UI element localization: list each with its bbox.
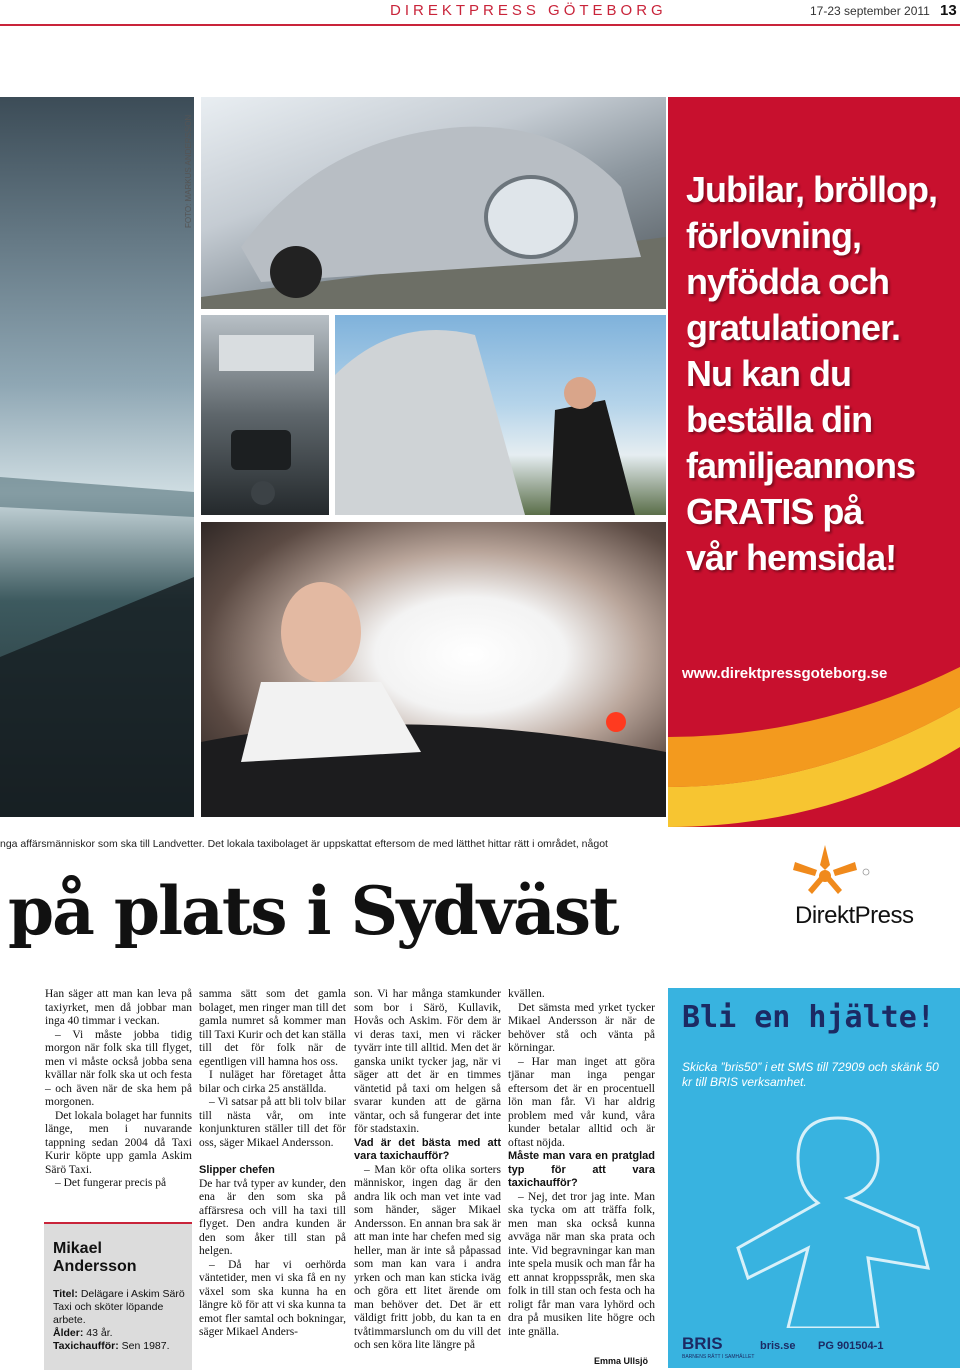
photo-driver-trunk-art bbox=[335, 315, 666, 515]
article-headline: på plats i Sydväst bbox=[8, 872, 618, 950]
article-column-4 bbox=[508, 988, 655, 1339]
paragraph: – Man kör ofta olika sorters människor, ingen dag är den andra lik och man vet inte vad som händer, säger Mikael Andersson. En annan bra sak är att man inte har chefen med sig heller, man är inte så påpassad som man kan vara i andra yrken och man kan sticka iväg och göra ett litet ärende om man behöver det. Det är ett väldigt fritt jobb, du kan ta en tvåtimmarslunch om du vill det och sen köra lite längre på bbox=[354, 1163, 501, 1351]
ad-line: GRATIS på bbox=[686, 491, 863, 532]
question-heading: Vad är det bästa med att vara taxichaufför? bbox=[354, 1136, 501, 1162]
bris-pg-number: PG 901504-1 bbox=[818, 1340, 884, 1352]
paragraph: Han säger att man kan leva på taxiyrket, men då jobbar man inga 40 timmar i veckan. bbox=[45, 988, 192, 1027]
photo-credit: FOTO: MARKUS ANDERSSON bbox=[184, 114, 193, 228]
profile-age-value: 43 år. bbox=[86, 1327, 113, 1339]
profile-title-value: Delägare i Askim Särö Taxi och sköter löpande arbete. bbox=[53, 1288, 185, 1326]
photo-taxi-car-art bbox=[201, 97, 666, 309]
photo-driver-wheel-art bbox=[201, 522, 666, 817]
paragraph: Det sämsta med yrket tycker Mikael Andersson är när de behöver stå och vänta på körningar. bbox=[508, 1001, 655, 1054]
bris-title: Bli en hjälte! bbox=[682, 1000, 935, 1035]
ad-url-link[interactable]: www.direktpressgoteborg.se bbox=[682, 665, 888, 682]
subheading: Slipper chefen bbox=[199, 1164, 275, 1176]
byline: Emma Ullsjö bbox=[594, 1356, 649, 1366]
paragraph: son. Vi har många stamkunder som bor i Särö, Kullavik, Hovås och Askim. För dem är vi deras taxi, men vi räcker tyvärr inte till alltid. Men det är ganska unikt tycker jag, när vi säger att det är en timmes väntetid på taxi om helgen så svarar kunden att de gärna väntar, och så fungerar det inte för stadstaxin. bbox=[354, 988, 501, 1135]
question-heading: Måste man vara en pratglad typ för att vara taxichaufför? bbox=[508, 1150, 655, 1189]
paragraph: – Det fungerar precis på bbox=[55, 1177, 167, 1189]
photo-taximeter bbox=[201, 315, 329, 515]
page-number: 13 bbox=[940, 2, 957, 19]
paragraph: I nuläget har företaget åtta bilar och cirka 25 anställda. bbox=[199, 1069, 346, 1095]
paragraph: – Nej, det tror jag inte. Man ska tycka om att träffa folk, men man ska också kunna avväga när man ska prata och inte. Vid begravningar kan man inte spela musik och man får ha ett annat kroppsspråk, men ska folk in till stan och festa och ha roligt får man vara lyhörd och dra på musiken lite högre och inte gnälla. bbox=[508, 1190, 655, 1338]
ad-line: Nu kan du bbox=[686, 353, 852, 394]
profile-name bbox=[53, 1240, 183, 1276]
logo-wordmark: DirektPress bbox=[795, 902, 914, 929]
bris-hero-figure bbox=[728, 1108, 948, 1328]
paragraph: kvällen. bbox=[508, 988, 545, 1000]
profile-driver-label: Taxichaufför: bbox=[53, 1340, 119, 1352]
ad-line: vår hemsida! bbox=[686, 537, 897, 578]
profile-last-name: Andersson bbox=[53, 1258, 137, 1275]
ad-line: nyfödda och bbox=[686, 261, 889, 302]
ad-line: förlovning, bbox=[686, 215, 861, 256]
bris-logo: BRIS bbox=[682, 1334, 723, 1353]
photo-taximeter-art bbox=[201, 315, 329, 515]
masthead: DIREKTPRESS GÖTEBORG bbox=[390, 2, 667, 19]
profile-first-name: Mikael bbox=[53, 1240, 102, 1257]
paragraph: Det lokala bolaget har funnits länge, men i nuvarande tappning sedan 2004 då Taxi Kurir köpte upp gamla Askim Särö Taxi. bbox=[45, 1109, 192, 1176]
paragraph: De har två typer av kunder, den ena är den som ska på affärsresa och vill ha taxi till flyget. Den andra kunden är den som åker till stan på helgen. bbox=[199, 1177, 346, 1257]
photo-lake-view bbox=[0, 97, 194, 817]
article-column-2 bbox=[199, 988, 346, 1340]
issue-date: 17-23 september 2011 bbox=[810, 4, 930, 18]
profile-box bbox=[44, 1222, 192, 1370]
bris-text: Skicka ”bris50” i ett SMS till 72909 och skänk 50 kr till BRIS verksamhet. bbox=[682, 1060, 939, 1089]
bris-web-link[interactable]: bris.se bbox=[760, 1340, 796, 1352]
header-rule bbox=[0, 24, 960, 26]
ad-line: gratulationer. bbox=[686, 307, 901, 348]
profile-info bbox=[53, 1288, 187, 1353]
ad-line: Jubilar, bröllop, bbox=[686, 169, 938, 210]
profile-driver-value: Sen 1987. bbox=[121, 1340, 170, 1352]
logo-sun-icon bbox=[780, 840, 870, 900]
profile-age-label: Ålder: bbox=[53, 1327, 84, 1339]
paragraph: – Då har vi oerhörda väntetider, men vi ska få en ny växel som ska kunna ha en längre kö för att vi ska kunna ta emot fler samtal och bokningar, säger Mikael Anders- bbox=[199, 1258, 346, 1338]
article-column-3 bbox=[354, 988, 501, 1353]
photo-lake-view-art bbox=[0, 97, 194, 817]
photo-driver-wheel bbox=[201, 522, 666, 817]
photo-taxi-car bbox=[201, 97, 666, 309]
bris-logo-subtitle: BARNENS RÄTT I SAMHÄLLET bbox=[682, 1354, 755, 1360]
ad-headline bbox=[686, 167, 956, 581]
paragraph: – Vi måste jobba tidig morgon när folk ska till flyget, men vi måste också jobba sena kvällar när folk ska ut och festa – och även när de ska hem på morgonen. bbox=[45, 1028, 192, 1108]
paragraph: – Vi satsar på att bli tolv bilar till nästa vår, om inte konjunkturen ställer till det för oss, säger Mikael Andersson. bbox=[199, 1096, 346, 1149]
paragraph: – Har man inget att göra tjänar man inga pengar eftersom det är en procentuell lön man får. Vi har aldrig problem med vår kund, våra kunder betalar alltid och är oftast nöjda. bbox=[508, 1055, 655, 1149]
photo-driver-trunk bbox=[335, 315, 666, 515]
ad-line: familjeannons bbox=[686, 445, 916, 486]
photo-caption: nga affärsmänniskor som ska till Landvetter. Det lokala taxibolaget är uppskattat eftersom de med lätthet hittar rätt i området, något bbox=[0, 838, 608, 850]
paragraph: samma sätt som det gamla bolaget, men ringer man till det gamla numret så kommer man till Taxi Kurir och det kan ställa till det för folk när de egentligen vill hamna hos oss. bbox=[199, 988, 346, 1068]
article-column-1 bbox=[45, 988, 192, 1191]
profile-title-label: Titel: bbox=[53, 1288, 78, 1300]
bris-ad[interactable] bbox=[668, 988, 960, 1368]
ad-line: beställa din bbox=[686, 399, 873, 440]
family-ad[interactable] bbox=[668, 97, 960, 827]
